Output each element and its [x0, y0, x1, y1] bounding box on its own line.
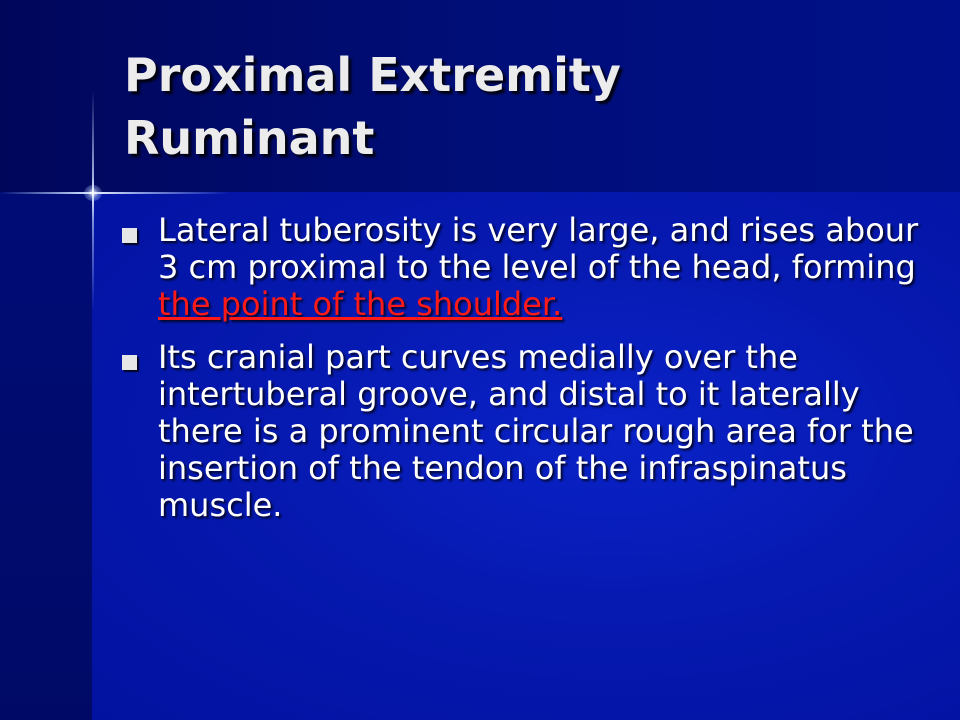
bullet-list	[118, 212, 928, 540]
title-line-2: Ruminant	[124, 111, 375, 165]
bullet-item	[118, 212, 928, 323]
bullet-text: Lateral tuberosity is very large, and rises abour 3 cm proximal to the level of the head, forming	[158, 211, 919, 286]
shoulder-point-link[interactable]: the point of the shoulder.	[158, 285, 563, 323]
title-line-1: Proximal Extremity	[124, 48, 621, 102]
square-bullet-icon	[122, 355, 137, 370]
light-flare-horizontal	[0, 192, 230, 194]
slide-title	[124, 44, 924, 170]
bullet-text: Its cranial part curves medially over the intertuberal groove, and distal to it laterally there is a prominent circular rough area for the insertion of the tendon of the infraspinatus muscle.	[158, 338, 914, 524]
square-bullet-icon	[122, 228, 137, 243]
light-flare-icon	[84, 185, 102, 201]
left-band	[0, 192, 92, 720]
bullet-item	[118, 339, 928, 524]
